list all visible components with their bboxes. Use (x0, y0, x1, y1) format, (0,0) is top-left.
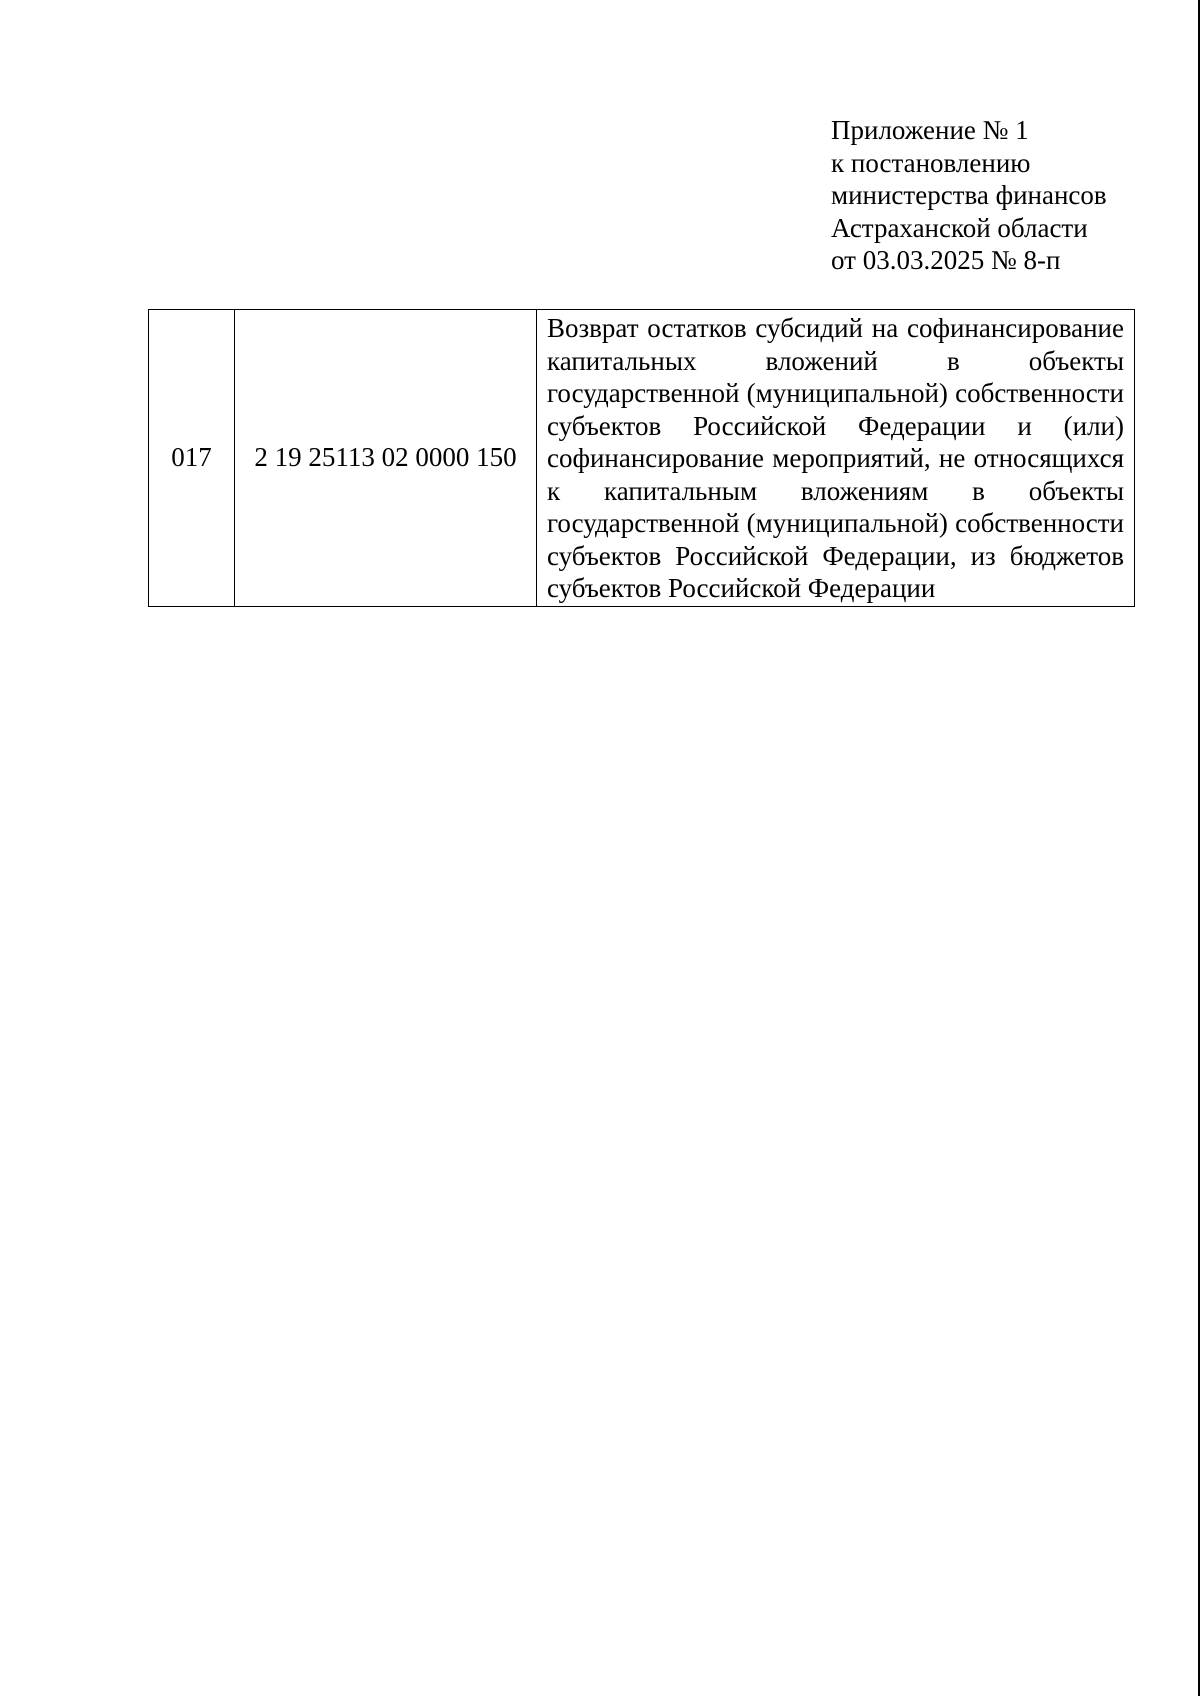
appendix-line-number: Приложение № 1 (831, 115, 1029, 145)
budget-codes-table (148, 309, 1135, 607)
appendix-line-resolution: к постановлению (831, 147, 1031, 178)
appendix-line-ministry: министерства финансов (831, 180, 1107, 210)
appendix-line-date: от 03.03.2025 № 8-п (831, 245, 1061, 275)
budget-code-cell: 2 19 25113 02 0000 150 (235, 310, 537, 607)
appendix-header (831, 114, 1107, 277)
appendix-line-region: Астраханской области (831, 212, 1088, 243)
description-cell: Возврат остатков субсидий на софинансирование капитальных вложений в объекты государственной (муниципальной) собственности субъектов Российской Федерации и (или) софинансирование мероприятий, не относящихся к капитальным вложениям в объекты государственной (муниципальной) собственности субъектов Российской Федерации, из бюджетов субъектов Российской Федерации (537, 310, 1135, 607)
admin-code-cell: 017 (149, 310, 235, 607)
table-row (149, 310, 1135, 607)
